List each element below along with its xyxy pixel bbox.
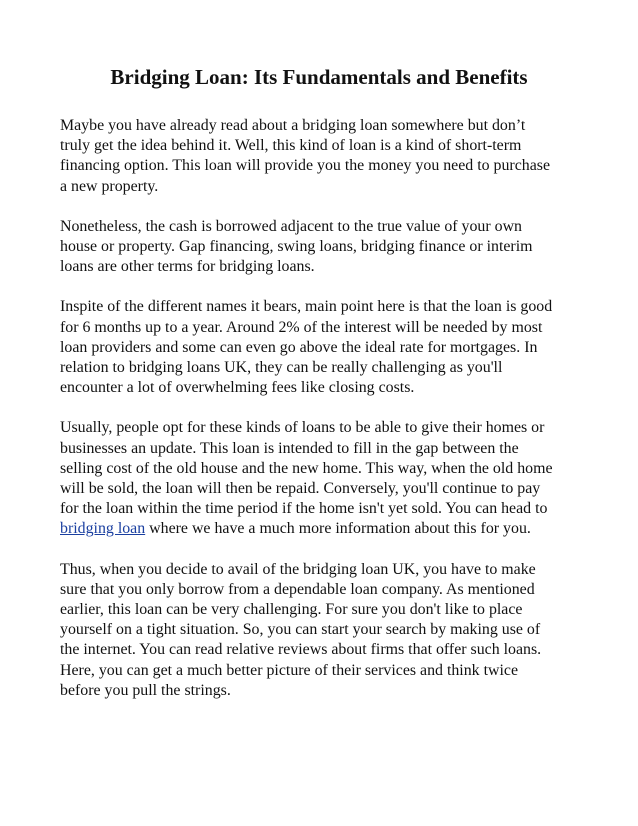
text-line: house or property. Gap financing, swing loans, bridging finance or interim xyxy=(60,238,533,256)
text-line: financing option. This loan will provide you the money you need to purchase xyxy=(60,157,551,175)
text-line: selling cost of the old house and the new home. This way, when the old home xyxy=(60,459,553,477)
text-line: earlier, this loan can be very challenging. For sure you don't like to place xyxy=(60,601,523,619)
text-line: truly get the idea behind it. Well, this kind of loan is a kind of short-term xyxy=(60,137,522,155)
bridging-loan-link[interactable]: bridging loan xyxy=(60,520,146,538)
text-line: yourself on a tight situation. So, you can start your search by making use of xyxy=(60,621,541,639)
text-line: a new property. xyxy=(60,177,159,195)
text-line: will be sold, the loan will then be repaid. Conversely, you'll continue to pay xyxy=(60,480,541,498)
text-line: Thus, when you decide to avail of the bridging loan UK, you have to make xyxy=(60,560,536,578)
document-body xyxy=(60,116,590,721)
text-line xyxy=(60,519,590,539)
paragraph-5 xyxy=(60,560,590,701)
text-line: for the loan within the time period if the home isn't yet sold. You can head to xyxy=(60,500,548,518)
text-line: Inspite of the different names it bears, main point here is that the loan is good xyxy=(60,298,553,316)
text-line: Here, you can get a much better picture of their services and think twice xyxy=(60,661,518,679)
text-line: relation to bridging loans UK, they can be really challenging as you'll xyxy=(60,359,503,377)
paragraph-4 xyxy=(60,418,590,539)
text-line: sure that you only borrow from a dependable loan company. As mentioned xyxy=(60,580,535,598)
text-line: loans are other terms for bridging loans. xyxy=(60,258,315,276)
document-title: Bridging Loan: Its Fundamentals and Benefits xyxy=(110,65,528,89)
text-line: Usually, people opt for these kinds of loans to be able to give their homes or xyxy=(60,419,545,437)
paragraph-2 xyxy=(60,217,590,278)
link-trailing-text: where we have a much more information about this for you. xyxy=(145,520,531,538)
text-line: Nonetheless, the cash is borrowed adjacent to the true value of your own xyxy=(60,217,523,235)
text-line: for 6 months up to a year. Around 2% of the interest will be needed by most xyxy=(60,318,543,336)
text-line: Maybe you have already read about a bridging loan somewhere but don’t xyxy=(60,117,526,134)
text-line: the internet. You can read relative reviews about firms that offer such loans. xyxy=(60,641,542,659)
paragraph-1 xyxy=(60,116,590,197)
paragraph-3 xyxy=(60,297,590,398)
text-line: businesses an update. This loan is intended to fill in the gap between the xyxy=(60,439,519,457)
text-line: encounter a lot of overwhelming fees like closing costs. xyxy=(60,379,415,397)
text-line: loan providers and some can even go above the ideal rate for mortgages. In xyxy=(60,338,538,356)
text-line: before you pull the strings. xyxy=(60,681,231,699)
